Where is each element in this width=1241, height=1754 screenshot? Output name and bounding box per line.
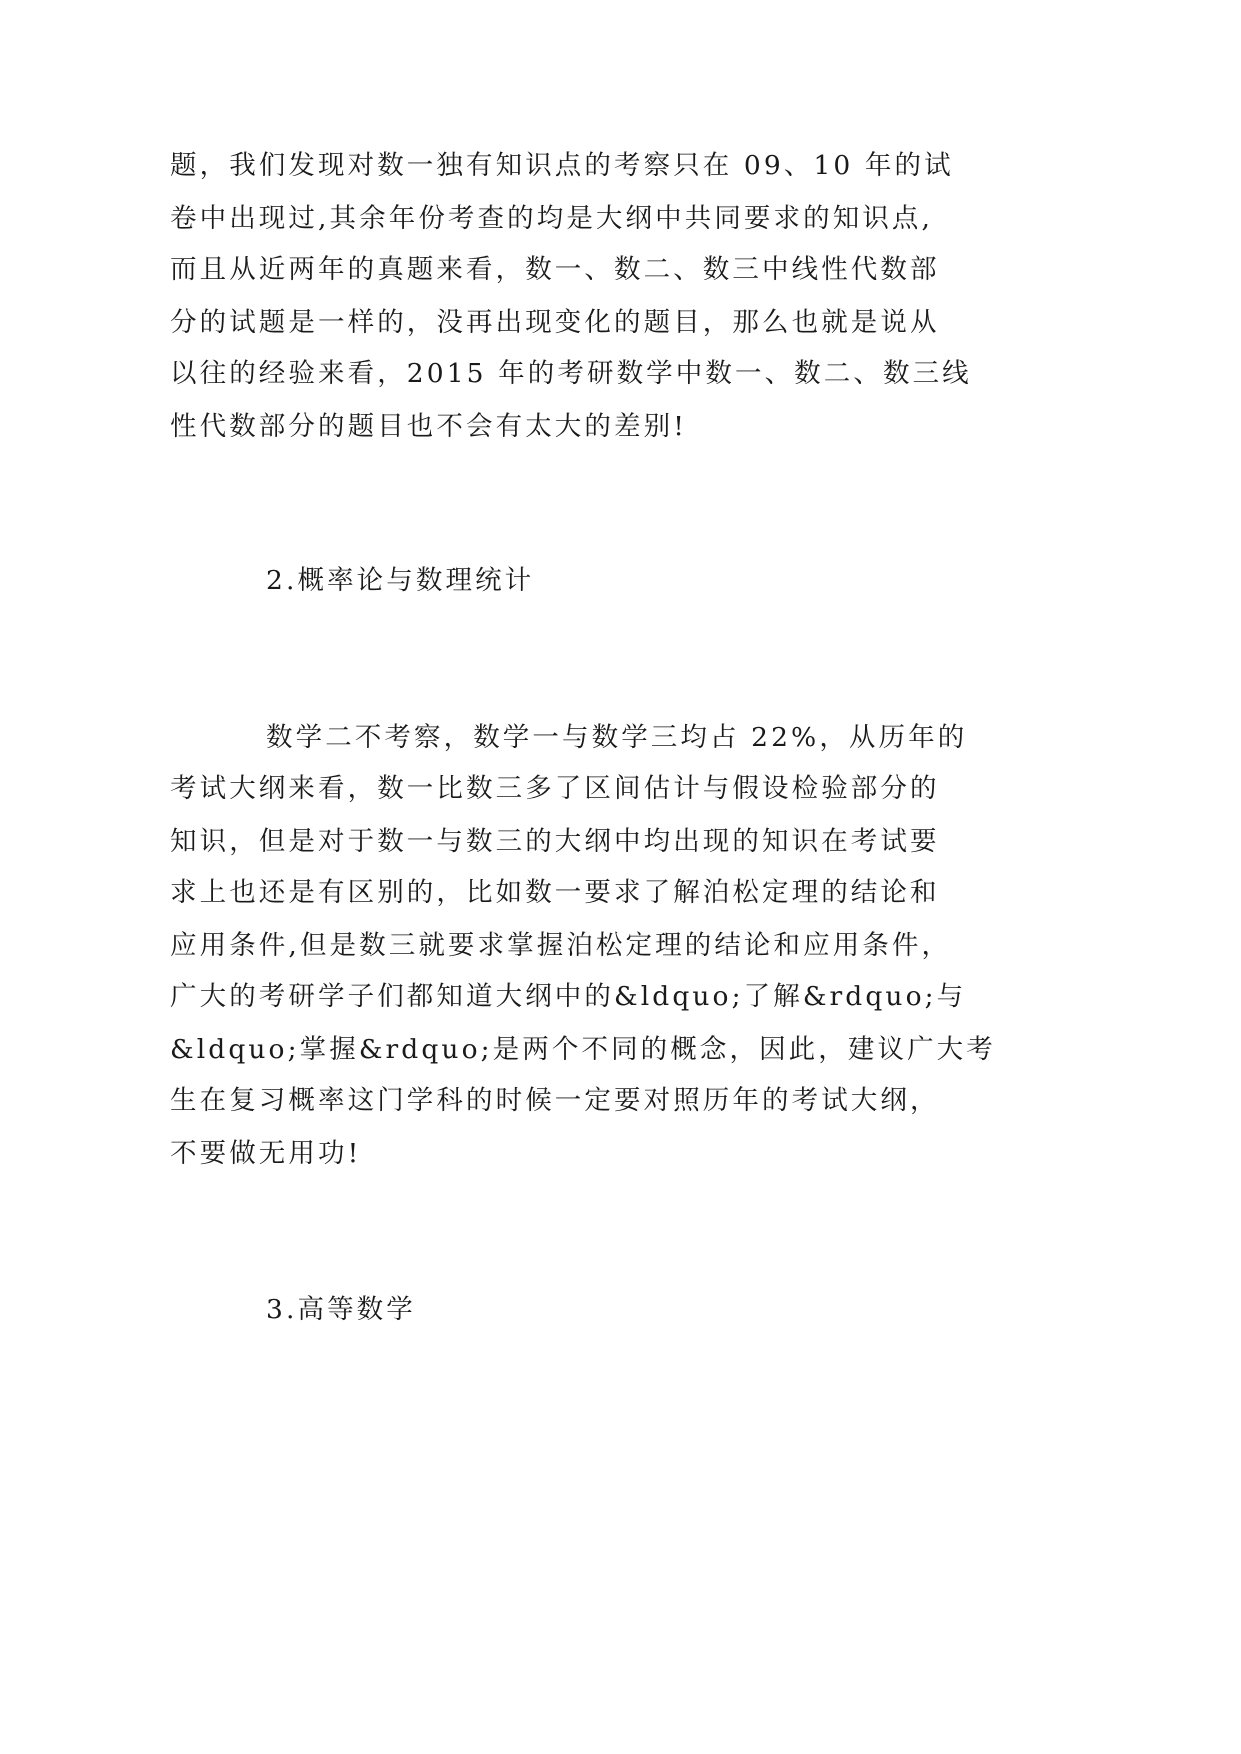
text-line: 不要做无用功! — [170, 1138, 362, 1169]
text-line: 分的试题是一样的，没再出现变化的题目，那么也就是说从 — [170, 307, 940, 338]
section-heading-probability: 2.概率论与数理统计 — [266, 565, 535, 596]
text-line: 生在复习概率这门学科的时候一定要对照历年的考试大纲， — [170, 1085, 940, 1116]
section-heading-advanced-math: 3.高等数学 — [266, 1294, 416, 1325]
text-line: 广大的考研学子们都知道大纲中的&ldquo;了解&rdquo;与 — [170, 981, 967, 1012]
text-line: 应用条件,但是数三就要求掌握泊松定理的结论和应用条件， — [170, 930, 952, 961]
text-line: 题，我们发现对数一独有知识点的考察只在 09、10 年的试 — [170, 150, 954, 181]
text-line: 性代数部分的题目也不会有太大的差别! — [170, 411, 687, 442]
text-line: 而且从近两年的真题来看，数一、数二、数三中线性代数部 — [170, 254, 940, 285]
text-line: 数学二不考察，数学一与数学三均占 22%，从历年的 — [266, 722, 968, 753]
text-line: 卷中出现过,其余年份考查的均是大纲中共同要求的知识点, — [170, 203, 934, 234]
text-line: &ldquo;掌握&rdquo;是两个不同的概念，因此，建议广大考 — [170, 1034, 996, 1065]
text-line: 知识，但是对于数一与数三的大纲中均出现的知识在考试要 — [170, 826, 940, 857]
text-line: 求上也还是有区别的，比如数一要求了解泊松定理的结论和 — [170, 877, 940, 908]
text-line: 以往的经验来看，2015 年的考研数学中数一、数二、数三线 — [170, 358, 972, 389]
text-line: 考试大纲来看，数一比数三多了区间估计与假设检验部分的 — [170, 773, 940, 804]
